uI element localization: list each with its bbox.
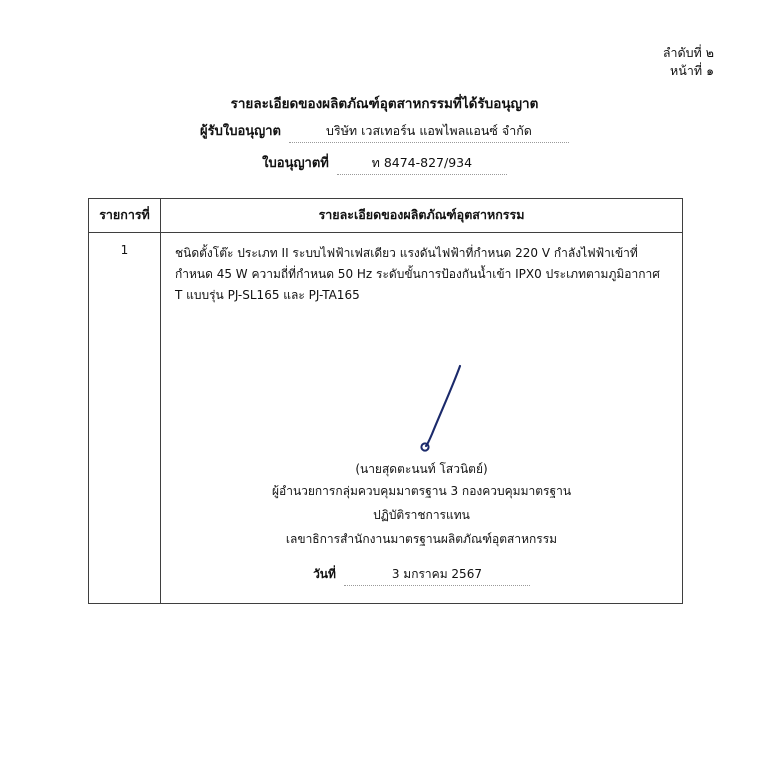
signer-position-2: ปฏิบัติราชการแทน — [373, 508, 470, 522]
signer-position-1: ผู้อำนวยการกลุ่มควบคุมมาตรฐาน 3 กองควบคุมมาตรฐาน — [271, 484, 572, 498]
date-value: 3 มกราคม 2567 — [344, 565, 530, 586]
signer-position-3: เลขาธิการสำนักงานมาตรฐานผลิตภัณฑ์อุตสาหกรรม — [285, 532, 558, 546]
license-number-label: ใบอนุญาตที่ — [262, 156, 329, 171]
product-details-table — [88, 198, 683, 604]
cell-item-no: 1 — [89, 233, 161, 603]
date-label: วันที่ — [313, 567, 336, 581]
column-header-item-no: รายการที่ — [89, 199, 161, 232]
date-row — [175, 565, 668, 586]
sequence-number: ลำดับที่ ๒ — [662, 45, 714, 60]
table-header-row — [89, 199, 682, 233]
cell-detail — [161, 233, 682, 603]
signature-block — [175, 362, 668, 586]
corner-meta — [663, 44, 714, 80]
licensee-row — [0, 120, 769, 143]
product-description: ชนิดตั้งโต๊ะ ประเภท II ระบบไฟฟ้าเฟสเดียว แรงดันไฟฟ้าที่กำหนด 220 V กำลังไฟฟ้าเข้าที่กำหนด 45 W ความถี่ที่กำหนด 50 Hz ระดับขั้นการป้องกันน้ำเข้า IPX0 ประเภทตามภูมิอากาศ T แบบรุ่น PJ-SL165 และ PJ-TA165 — [175, 246, 660, 302]
signature-mark-icon — [175, 362, 668, 458]
page-title: รายละเอียดของผลิตภัณฑ์อุตสาหกรรมที่ได้รับอนุญาต — [230, 96, 539, 112]
licensee-label: ผู้รับใบอนุญาต — [200, 124, 281, 139]
licensee-value: บริษัท เวสเทอร์น แอพไพลแอนซ์ จำกัด — [289, 121, 569, 143]
license-number-value: ท 8474-827/934 — [337, 153, 507, 175]
page-number: หน้าที่ ๑ — [670, 63, 714, 79]
signer-name: (นายสุดตะนนท์ โสวนิตย์) — [355, 462, 488, 476]
table-row — [89, 233, 682, 603]
column-header-detail: รายละเอียดของผลิตภัณฑ์อุตสาหกรรม — [318, 207, 525, 222]
license-number-row — [0, 152, 769, 175]
